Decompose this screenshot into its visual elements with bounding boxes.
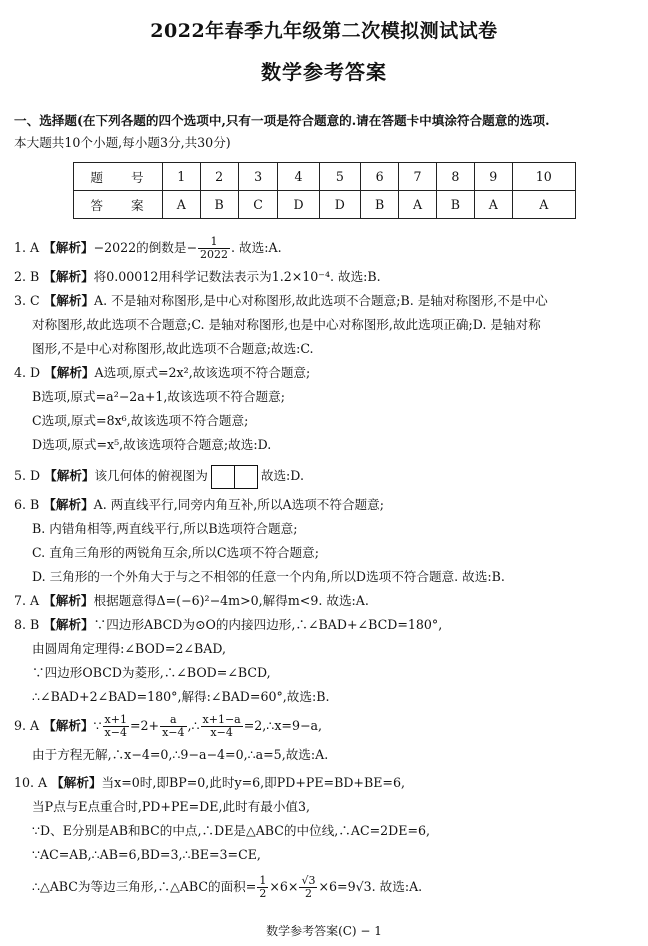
top-view-figure <box>211 464 258 489</box>
table-header-number: 题 号 <box>74 163 163 191</box>
q6-tag: 【解析】 <box>43 497 94 512</box>
q9-tag: 【解析】 <box>43 718 94 733</box>
q10-text: ∴△ABC为等边三角形,∴△ABC的面积= <box>32 879 257 894</box>
q9-fraction <box>103 714 129 739</box>
q4-line4: D选项,原式=x⁵,故该选项符合题意;故选:D. <box>32 437 272 452</box>
q10-fraction <box>299 875 317 900</box>
q5-tag: 【解析】 <box>44 468 95 483</box>
table-cell: 10 <box>512 163 575 191</box>
q4-line3: C选项,原式=8x⁶,故该选项不符合题意; <box>32 413 249 428</box>
table-cell: A <box>399 191 437 219</box>
q3-text: A. 不是轴对称图形,是中心对称图形,故此选项不合题意;B. 是轴对称图形,不是中心 <box>94 293 548 308</box>
q8-answer: 8. B <box>14 617 40 632</box>
q8-explanation <box>14 616 442 634</box>
q7-answer: 7. A <box>14 593 40 608</box>
section-note: 本大题共10个小题,每小题3分,共30分) <box>14 135 231 150</box>
q10-fraction <box>257 875 268 900</box>
q5-text: 该几何体的俯视图为 <box>94 468 208 483</box>
q10-line3: ∵D、E分别是AB和BC的中点,∴DE是△ABC的中位线,∴AC=2DE=6, <box>32 823 431 838</box>
q2-answer: 2. B <box>14 269 40 284</box>
table-cell: 4 <box>278 163 319 191</box>
q6-line4: D. 三角形的一个外角大于与之不相邻的任意一个内角,所以D选项不符合题意. 故选:B. <box>32 569 505 584</box>
q3-explanation <box>14 292 548 310</box>
q3-answer: 3. C <box>14 293 40 308</box>
q3-line3: 图形,不是中心对称图形,故此选项不合题意;故选:C. <box>32 341 314 356</box>
fraction-denominator: x−4 <box>210 726 233 739</box>
q9-explanation: 9. A 【解析】∵ $\frac{x+1}{x-4}$ =2+ $\frac{a}{x-4}$ ,∴ $\frac{x+1-a}{x-4}$ =2,∴x=9−a, <box>14 713 323 739</box>
q5-explanation <box>14 464 304 489</box>
q10-line5 <box>32 872 422 902</box>
fraction-denominator: 2022 <box>200 248 229 261</box>
fraction-denominator: x−4 <box>162 726 185 739</box>
fraction-numerator: a <box>160 714 186 727</box>
q7-tag: 【解析】 <box>43 593 94 608</box>
q6-line2: B. 内错角相等,两直线平行,所以B选项符合题意; <box>32 521 298 536</box>
q2-text: 将0.00012用科学记数法表示为1.2×10⁻⁴. 故选:B. <box>93 269 381 284</box>
table-row <box>74 163 576 191</box>
fraction-denominator: x−4 <box>104 726 127 739</box>
fraction-denominator: 2 <box>304 887 312 900</box>
table-cell: 8 <box>436 163 474 191</box>
q3-tag: 【解析】 <box>43 293 95 308</box>
q3-line2: 对称图形,故此选项不合题意;C. 是轴对称图形,也是中心对称图形,故此选项正确;D. 是轴对称 <box>32 317 541 332</box>
exam-subtitle: 数学参考答案 <box>261 60 387 84</box>
fraction-denominator: 2 <box>259 887 267 900</box>
q1-tag: 【解析】 <box>43 240 94 255</box>
q8-line3: ∵四边形OBCD为菱形,∴∠BOD=∠BCD, <box>32 665 271 680</box>
q4-line2: B选项,原式=a²−2a+1,故该选项不符合题意; <box>32 389 285 404</box>
q1-text: −2022的倒数是− <box>93 240 198 255</box>
q8-text: ∵四边形ABCD为⊙O的内接四边形,∴∠BAD+∠BCD=180°, <box>93 617 443 632</box>
q10-text: 当x=0时,即BP=0,此时y=6,即PD+PE=BD+BE=6, <box>101 775 406 790</box>
q10-explanation <box>14 774 405 792</box>
q8-tag: 【解析】 <box>43 617 94 632</box>
q10-line2: 当P点与E点重合时,PD+PE=DE,此时有最小值3, <box>32 799 311 814</box>
q9-text: ,∴ <box>187 718 200 733</box>
table-cell: A <box>474 191 512 219</box>
q7-explanation <box>14 592 369 610</box>
table-cell: 7 <box>399 163 437 191</box>
table-cell: 6 <box>361 163 399 191</box>
table-cell: D <box>319 191 360 219</box>
table-cell: A <box>163 191 201 219</box>
q7-text: 根据题意得Δ=(−6)²−4m>0,解得m<9. 故选:A. <box>93 593 369 608</box>
table-cell: A <box>512 191 575 219</box>
q9-text: =2,∴x=9−a, <box>243 718 323 733</box>
table-cell: 9 <box>474 163 512 191</box>
fraction-numerator: √3 <box>301 874 316 887</box>
fraction-numerator: 1 <box>198 236 230 249</box>
q9-fraction <box>201 714 243 739</box>
table-cell: 5 <box>319 163 360 191</box>
q6-explanation <box>14 496 384 514</box>
q2-tag: 【解析】 <box>43 269 94 284</box>
q4-answer: 4. D <box>14 365 41 380</box>
table-cell: 3 <box>238 163 278 191</box>
q5-answer: 5. D <box>14 468 41 483</box>
fraction-numerator: x+1 <box>104 713 127 726</box>
table-cell: B <box>200 191 238 219</box>
q9-line2: 由于方程无解,∴x−4=0,∴9−a−4=0,∴a=5,故选:A. <box>32 747 329 762</box>
square-shape <box>235 465 258 489</box>
q2-explanation <box>14 268 381 286</box>
q9-fraction <box>160 714 186 739</box>
q6-answer: 6. B <box>14 497 40 512</box>
q1-conclusion: . 故选:A. <box>231 240 282 255</box>
q1-fraction <box>198 236 230 261</box>
q9-text: =2+ <box>129 718 160 733</box>
table-cell: 2 <box>200 163 238 191</box>
q4-explanation <box>14 364 310 382</box>
table-cell: 1 <box>163 163 201 191</box>
exam-title: 2022年春季九年级第二次模拟测试试卷 <box>150 20 498 42</box>
answer-table <box>73 162 576 219</box>
q8-line4: ∴∠BAD+2∠BAD=180°,解得:∠BAD=60°,故选:B. <box>32 689 330 704</box>
fraction-numerator: 1 <box>259 874 267 887</box>
q10-answer: 10. A <box>14 775 48 790</box>
table-cell: B <box>436 191 474 219</box>
q5-conclusion: 故选:D. <box>260 468 304 483</box>
fraction-numerator: x+1−a <box>202 713 241 726</box>
q9-answer: 9. A <box>14 718 40 733</box>
table-cell: D <box>278 191 319 219</box>
square-shape <box>211 465 235 489</box>
q4-tag: 【解析】 <box>44 365 95 380</box>
q6-line3: C. 直角三角形的两锐角互余,所以C选项不符合题意; <box>32 545 319 560</box>
section-heading: 一、选择题(在下列各题的四个选项中,只有一项是符合题意的.请在答题卡中填涂符合题意的选项. <box>14 113 550 128</box>
q4-text: A选项,原式=2x²,故该选项不符合题意; <box>94 365 311 380</box>
q10-line4: ∵AC=AB,∴AB=6,BD=3,∴BE=3=CE, <box>32 847 261 862</box>
q1-explanation <box>14 236 282 261</box>
table-row <box>74 191 576 219</box>
page-footer: 数学参考答案(C) − 1 <box>266 924 382 938</box>
q1-answer: 1. A <box>14 240 40 255</box>
table-cell: C <box>238 191 278 219</box>
q10-tag: 【解析】 <box>51 775 102 790</box>
q6-text: A. 两直线平行,同旁内角互补,所以A选项不符合题意; <box>93 497 384 512</box>
q8-line2: 由圆周角定理得:∠BOD=2∠BAD, <box>32 641 226 656</box>
q10-text: ×6× <box>269 879 299 894</box>
table-cell: B <box>361 191 399 219</box>
table-header-answer: 答 案 <box>74 191 163 219</box>
q10-text: ×6=9√3. 故选:A. <box>318 879 423 894</box>
